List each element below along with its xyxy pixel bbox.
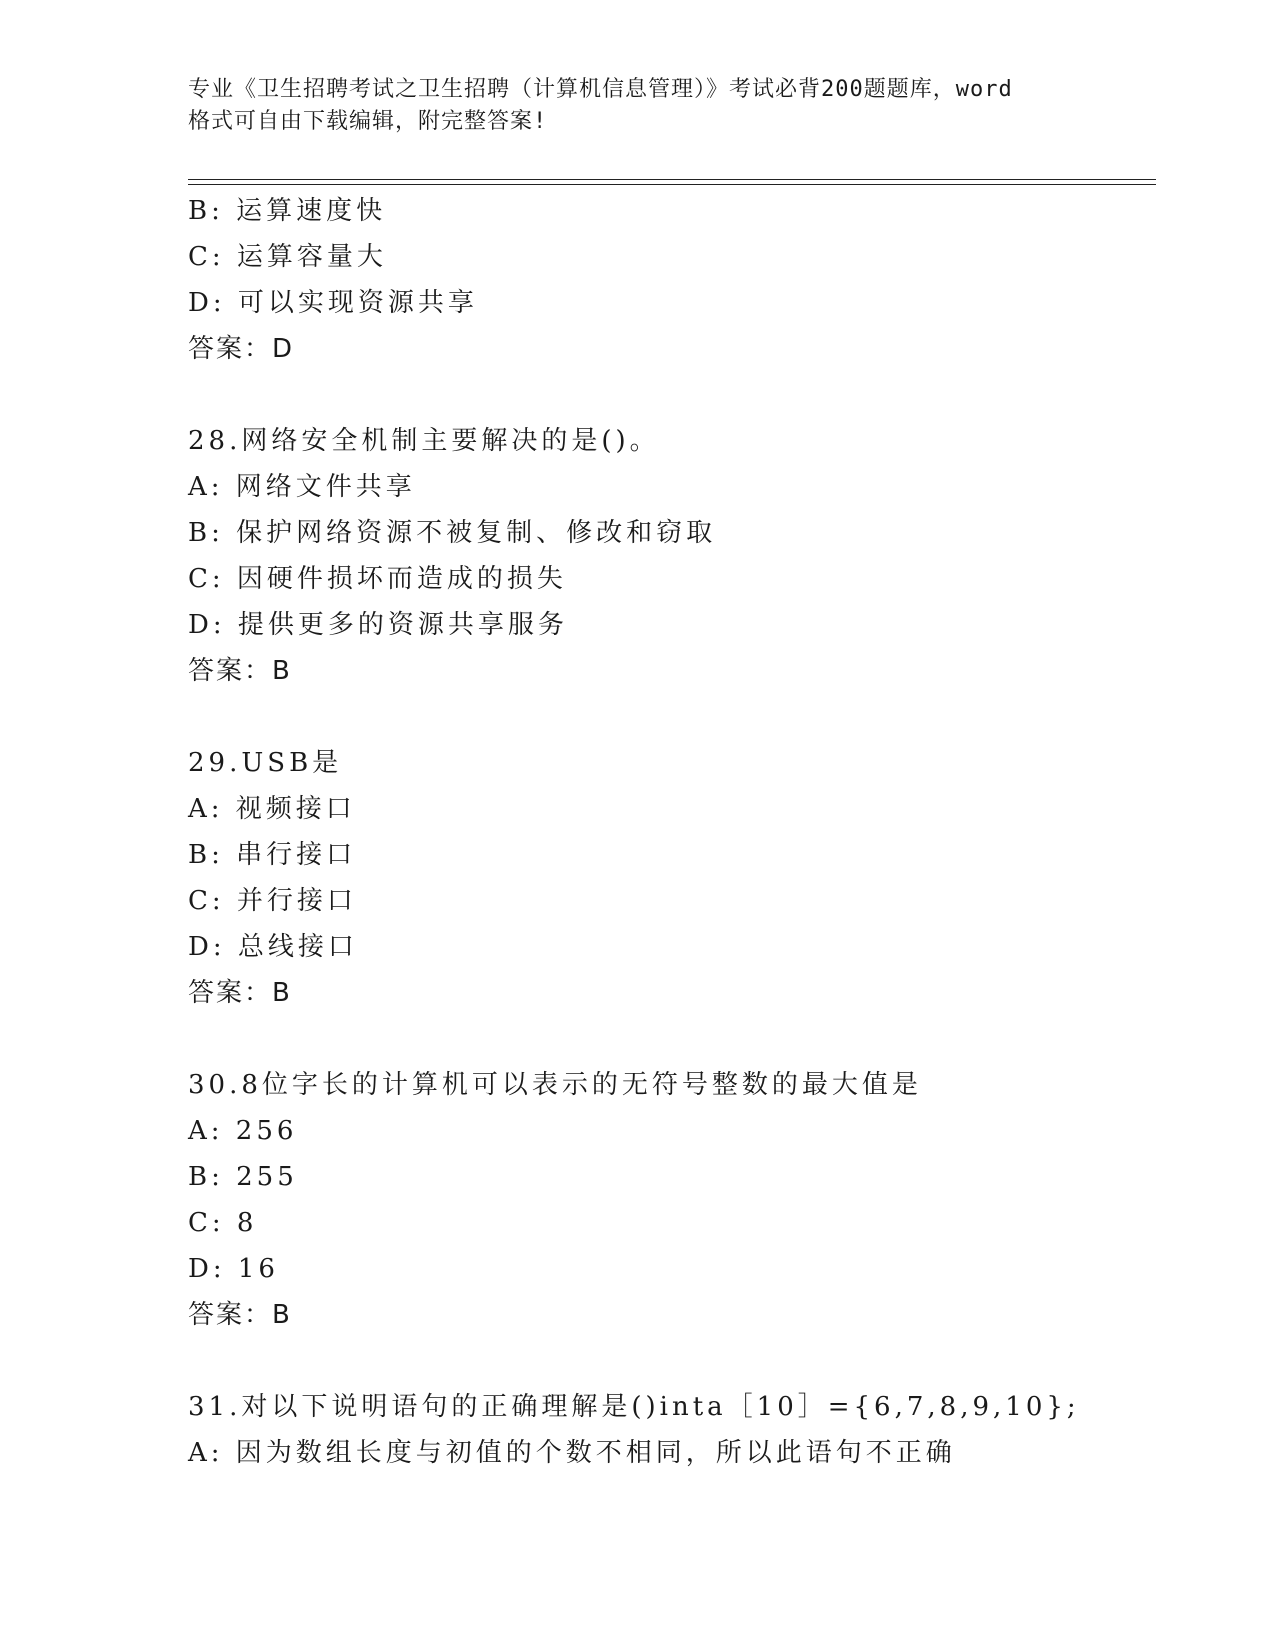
option-a: A: 256	[188, 1116, 298, 1146]
option-c: C: 并行接口	[188, 886, 357, 916]
option-c: C: 运算容量大	[188, 242, 387, 272]
option-b: B: 保护网络资源不被复制、修改和窃取	[188, 518, 717, 548]
option-b: B: 运算速度快	[188, 196, 387, 226]
header-divider-top	[188, 179, 1156, 180]
question-text: 30.8位字长的计算机可以表示的无符号整数的最大值是	[188, 1070, 922, 1100]
option-c: C: 8	[188, 1208, 258, 1238]
header-line-2: 格式可自由下载编辑，附完整答案!	[188, 109, 548, 134]
header-line-1: 专业《卫生招聘考试之卫生招聘（计算机信息管理）》考试必背200题题库，word	[188, 77, 1013, 102]
option-b: B: 255	[188, 1162, 298, 1192]
question-text: 29.USB是	[188, 748, 343, 778]
header-divider-bottom	[188, 184, 1156, 185]
option-c: C: 因硬件损坏而造成的损失	[188, 564, 567, 594]
option-d: D: 提供更多的资源共享服务	[188, 610, 568, 640]
question-31	[188, 1384, 1148, 1476]
option-b: B: 串行接口	[188, 840, 357, 870]
spacer	[188, 694, 1148, 740]
answer: 答案：B	[188, 978, 292, 1008]
question-list	[188, 188, 1148, 1476]
answer: 答案：B	[188, 656, 292, 686]
option-a: A: 网络文件共享	[188, 472, 416, 502]
question-27	[188, 188, 1148, 372]
spacer	[188, 1338, 1148, 1384]
answer: 答案：B	[188, 1300, 292, 1330]
question-text: 31.对以下说明语句的正确理解是()inta［10］={6,7,8,9,10};	[188, 1392, 1080, 1422]
document-header	[188, 74, 1088, 138]
spacer	[188, 1016, 1148, 1062]
answer: 答案：D	[188, 334, 295, 364]
question-28	[188, 418, 1148, 694]
spacer	[188, 372, 1148, 418]
question-30	[188, 1062, 1148, 1338]
question-text: 28.网络安全机制主要解决的是()。	[188, 426, 660, 456]
option-a: A: 视频接口	[188, 794, 356, 824]
option-a: A: 因为数组长度与初值的个数不相同，所以此语句不正确	[188, 1438, 956, 1468]
option-d: D: 16	[188, 1254, 279, 1284]
option-d: D: 总线接口	[188, 932, 358, 962]
question-29	[188, 740, 1148, 1016]
option-d: D: 可以实现资源共享	[188, 288, 478, 318]
